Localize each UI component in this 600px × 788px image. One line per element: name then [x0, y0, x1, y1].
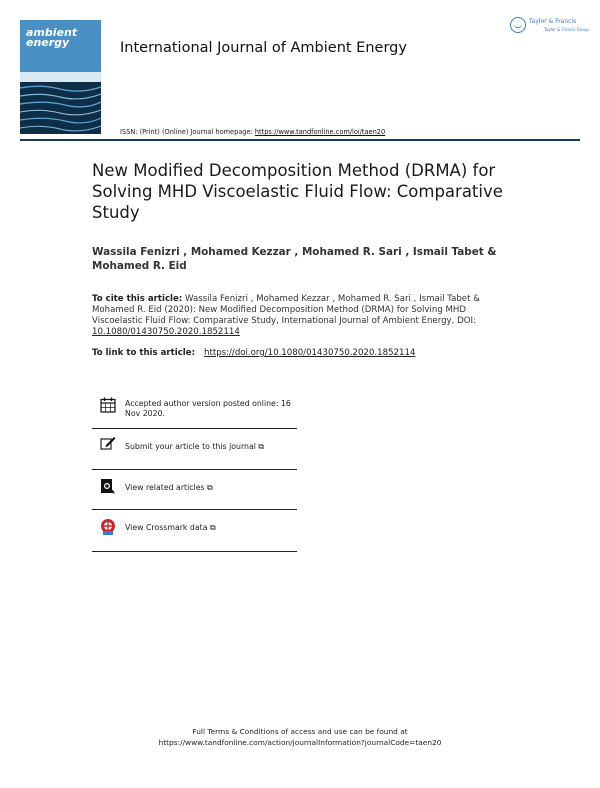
footer-terms-link[interactable]: https://www.tandfonline.com/action/journalInformation?journalCode=taen20	[158, 738, 442, 747]
crossmark-row[interactable]	[92, 518, 297, 540]
cover-light-band	[20, 72, 101, 82]
external-link-icon: ⧉	[258, 442, 264, 451]
action-divider	[92, 551, 297, 552]
citation-block	[92, 294, 512, 338]
crossmark-link[interactable]	[125, 523, 216, 533]
edit-icon	[100, 436, 116, 450]
cite-text: Wassila Fenizri , Mohamed Kezzar , Mohamed R. Sari , Ismail Tabet & Mohamed R. Eid (2020): New Modified Decomposition Method (DRMA) for Solving MHD Viscoelastic Fluid Flow: Comparative Study, International Journal of Ambient Energy, DOI:	[92, 294, 480, 326]
external-link-icon: ⧉	[209, 523, 216, 532]
cite-doi-link[interactable]: 10.1080/01430750.2020.1852114	[92, 327, 240, 337]
publisher-logo	[510, 17, 589, 37]
publisher-subname: Taylor & Francis Group	[544, 27, 589, 32]
issn-text: ISSN: (Print) (Online) Journal homepage:	[120, 128, 255, 136]
accepted-version-row	[92, 396, 297, 426]
link-label: To link to this article:	[92, 348, 199, 358]
article-doi-link[interactable]: https://doi.org/10.1080/01430750.2020.1852114	[204, 348, 416, 358]
submit-article-label: Submit your article to this journal	[125, 442, 256, 451]
journal-title[interactable]: International Journal of Ambient Energy	[120, 40, 407, 56]
action-divider	[92, 509, 297, 510]
article-authors: Wassila Fenizri , Mohamed Kezzar , Mohamed R. Sari , Ismail Tabet & Mohamed R. Eid	[92, 246, 497, 272]
article-link-block	[92, 348, 512, 358]
crossmark-icon	[100, 518, 116, 536]
article-title: New Modified Decomposition Method (DRMA) for Solving MHD Viscoelastic Fluid Flow: Comparative Study	[92, 161, 503, 222]
cover-title-line1: ambient	[26, 26, 78, 39]
crossmark-label: View Crossmark data	[125, 523, 208, 532]
submit-article-link[interactable]	[125, 442, 264, 452]
journal-homepage-link[interactable]: https://www.tandfonline.com/loi/taen20	[254, 128, 386, 136]
related-articles-icon	[100, 478, 116, 494]
publisher-logo-icon	[510, 17, 526, 33]
journal-cover	[20, 20, 101, 134]
action-divider	[92, 428, 297, 429]
header-divider	[20, 139, 580, 141]
cite-label: To cite this article:	[92, 294, 183, 304]
external-link-icon: ⧉	[207, 483, 213, 492]
cover-title-line2: energy	[26, 36, 70, 49]
cover-title	[26, 28, 77, 48]
submit-article-row[interactable]	[92, 436, 297, 456]
cover-wave-art	[20, 82, 101, 134]
related-articles-link[interactable]	[125, 483, 213, 493]
accepted-version-text: Accepted author version posted online: 16 Nov 2020.	[125, 399, 291, 418]
issn-line	[120, 128, 385, 136]
related-articles-row[interactable]	[92, 478, 297, 498]
publisher-name: Taylor & Francis	[529, 18, 577, 25]
related-articles-label: View related articles	[125, 483, 205, 492]
action-divider	[92, 469, 297, 470]
calendar-icon	[100, 397, 116, 413]
footer-terms-text: Full Terms & Conditions of access and use can be found at	[192, 727, 408, 736]
